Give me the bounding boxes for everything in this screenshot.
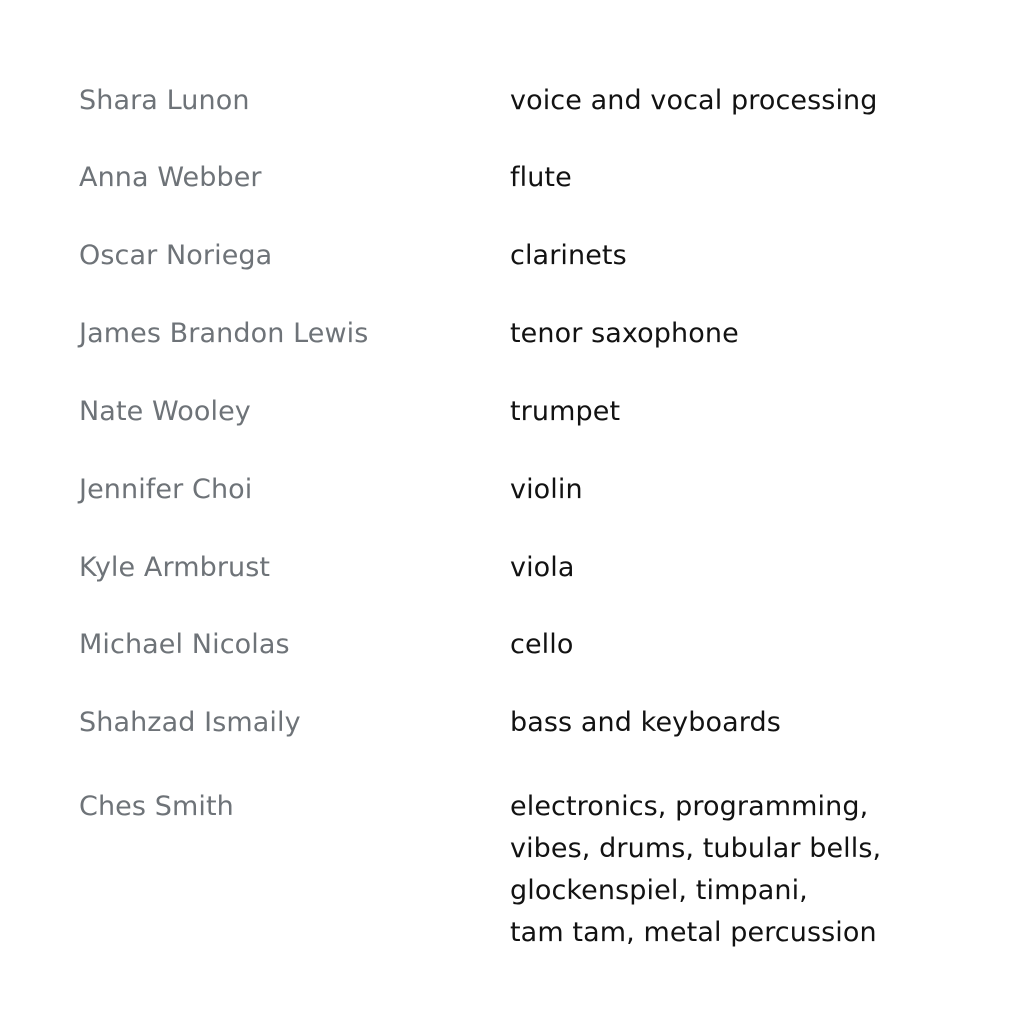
role-line: bass and keyboards	[510, 707, 781, 738]
performer-role	[510, 786, 980, 954]
role-line: vibes, drums, tubular bells,	[510, 833, 882, 864]
performer-name: Shara Lunon	[79, 85, 250, 116]
performer-name: James Brandon Lewis	[79, 318, 369, 349]
role-line: clarinets	[510, 240, 627, 271]
role-line: viola	[510, 552, 575, 583]
performer-name: Shahzad Ismaily	[79, 707, 301, 738]
performer-name: Anna Webber	[79, 162, 262, 193]
role-line: tenor saxophone	[510, 318, 739, 349]
performer-role	[510, 391, 980, 433]
role-line: tam tam, metal percussion	[510, 917, 877, 948]
role-line: voice and vocal processing	[510, 85, 878, 116]
performer-name: Nate Wooley	[79, 396, 251, 427]
role-line: glockenspiel, timpani,	[510, 875, 808, 906]
performer-role	[510, 702, 980, 744]
performer-role	[510, 80, 980, 122]
role-line: cello	[510, 629, 574, 660]
performer-name: Michael Nicolas	[79, 629, 290, 660]
performer-role	[510, 313, 980, 355]
performer-name: Ches Smith	[79, 791, 234, 822]
role-line: flute	[510, 162, 572, 193]
role-line: violin	[510, 474, 583, 505]
role-line: electronics, programming,	[510, 791, 869, 822]
performer-role	[510, 469, 980, 511]
performer-name: Kyle Armbrust	[79, 552, 271, 583]
performer-name: Jennifer Choi	[79, 474, 253, 505]
performer-role	[510, 157, 980, 199]
performer-role	[510, 235, 980, 277]
performer-role	[510, 547, 980, 589]
performer-name: Oscar Noriega	[79, 240, 273, 271]
role-line: trumpet	[510, 396, 621, 427]
performer-role	[510, 624, 980, 666]
